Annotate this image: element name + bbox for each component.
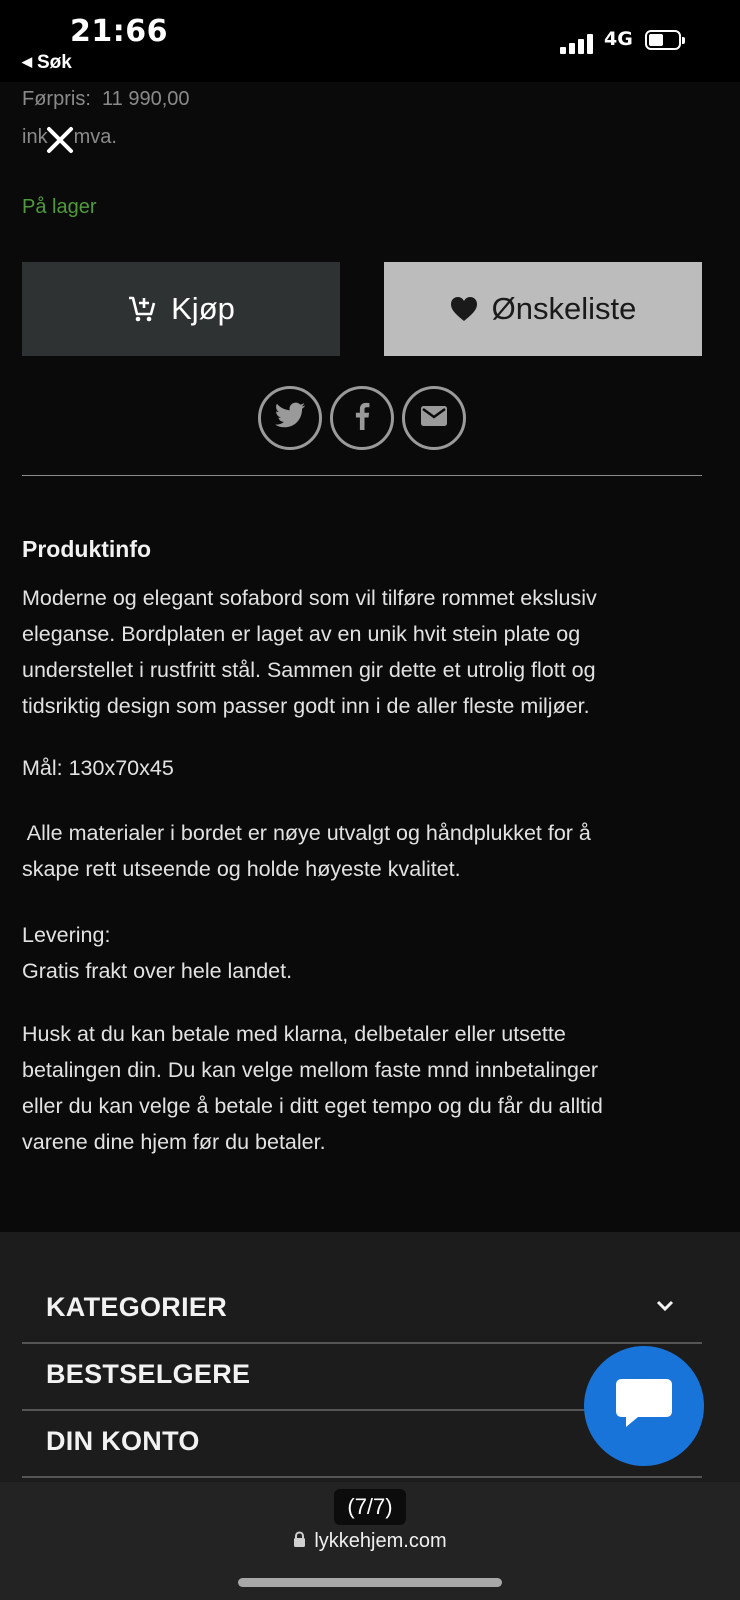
url-bar[interactable] (0, 1530, 740, 1554)
description-line: Moderne og elegant sofabord som vil tilføre rommet ekslusiv (22, 586, 597, 610)
twitter-icon (274, 402, 306, 435)
vat-fragment-left: ink (22, 126, 48, 148)
prev-price-value: 11 990,00 (102, 88, 190, 110)
dimensions-text: Mål: 130x70x45 (22, 756, 174, 780)
battery-icon (645, 30, 685, 52)
wishlist-label: Ønskeliste (491, 291, 637, 326)
chat-bubble-icon (614, 1377, 674, 1436)
buy-label: Kjøp (171, 291, 235, 326)
section-divider (22, 475, 702, 476)
prev-price (22, 88, 190, 111)
wishlist-button[interactable] (384, 262, 702, 356)
network-type: 4G (604, 28, 633, 50)
share-email-button[interactable] (402, 386, 466, 450)
cart-add-icon (127, 294, 157, 324)
cellular-signal-icon (560, 34, 594, 54)
materials-line: Alle materialer i bordet er nøye utvalgt og håndplukket for å (22, 821, 591, 845)
footer-accordion-categories[interactable] (22, 1277, 702, 1344)
facebook-icon (354, 402, 370, 435)
share-facebook-button[interactable] (330, 386, 394, 450)
accordion-label: DIN KONTO (46, 1426, 200, 1456)
materials-line: skape rett utseende og holde høyeste kvalitet. (22, 857, 461, 881)
back-label: Søk (37, 52, 72, 73)
page-indicator: (7/7) (334, 1489, 406, 1525)
payment-line: Husk at du kan betale med klarna, delbetaler eller utsette (22, 1022, 566, 1046)
lock-icon (293, 1531, 306, 1554)
description-paragraph (22, 580, 712, 724)
description-line: understellet i rustfritt stål. Sammen gir dette et utrolig flott og (22, 658, 596, 682)
status-bar (0, 0, 740, 82)
back-triangle-icon: ◀ (22, 54, 32, 69)
dimensions-paragraph (22, 750, 712, 786)
payment-line: eller du kan velge å betale i ditt eget tempo og du får du alltid (22, 1094, 603, 1118)
delivery-paragraph (22, 917, 712, 989)
stock-status: På lager (22, 196, 97, 218)
prev-price-label: Førpris: (22, 88, 91, 110)
payment-paragraph (22, 1016, 712, 1160)
product-info-title: Produktinfo (22, 536, 152, 562)
payment-line: varene dine hjem før du betaler. (22, 1130, 326, 1154)
vat-fragment-right: mva. (73, 126, 117, 148)
email-icon (420, 405, 448, 432)
heart-icon (450, 296, 478, 322)
chevron-down-icon (656, 1299, 674, 1317)
url-text: lykkehjem.com (314, 1530, 447, 1552)
description-line: eleganse. Bordplaten er laget av en unik hvit stein plate og (22, 622, 581, 646)
payment-line: betalingen din. Du kan velge mellom faste mnd innbetalinger (22, 1058, 599, 1082)
description-line: tidsriktig design som passer godt inn i de aller fleste miljøer. (22, 694, 590, 718)
close-icon[interactable] (44, 124, 76, 156)
accordion-label: KATEGORIER (46, 1292, 228, 1322)
chat-button[interactable] (584, 1346, 704, 1466)
materials-paragraph (22, 815, 712, 887)
share-twitter-button[interactable] (258, 386, 322, 450)
back-to-search-link[interactable] (22, 52, 72, 74)
delivery-text: Gratis frakt over hele landet. (22, 959, 293, 983)
home-indicator[interactable] (238, 1578, 502, 1587)
delivery-label: Levering: (22, 923, 111, 947)
status-time: 21:66 (70, 14, 168, 49)
buy-button[interactable] (22, 262, 340, 356)
accordion-label: BESTSELGERE (46, 1359, 251, 1389)
